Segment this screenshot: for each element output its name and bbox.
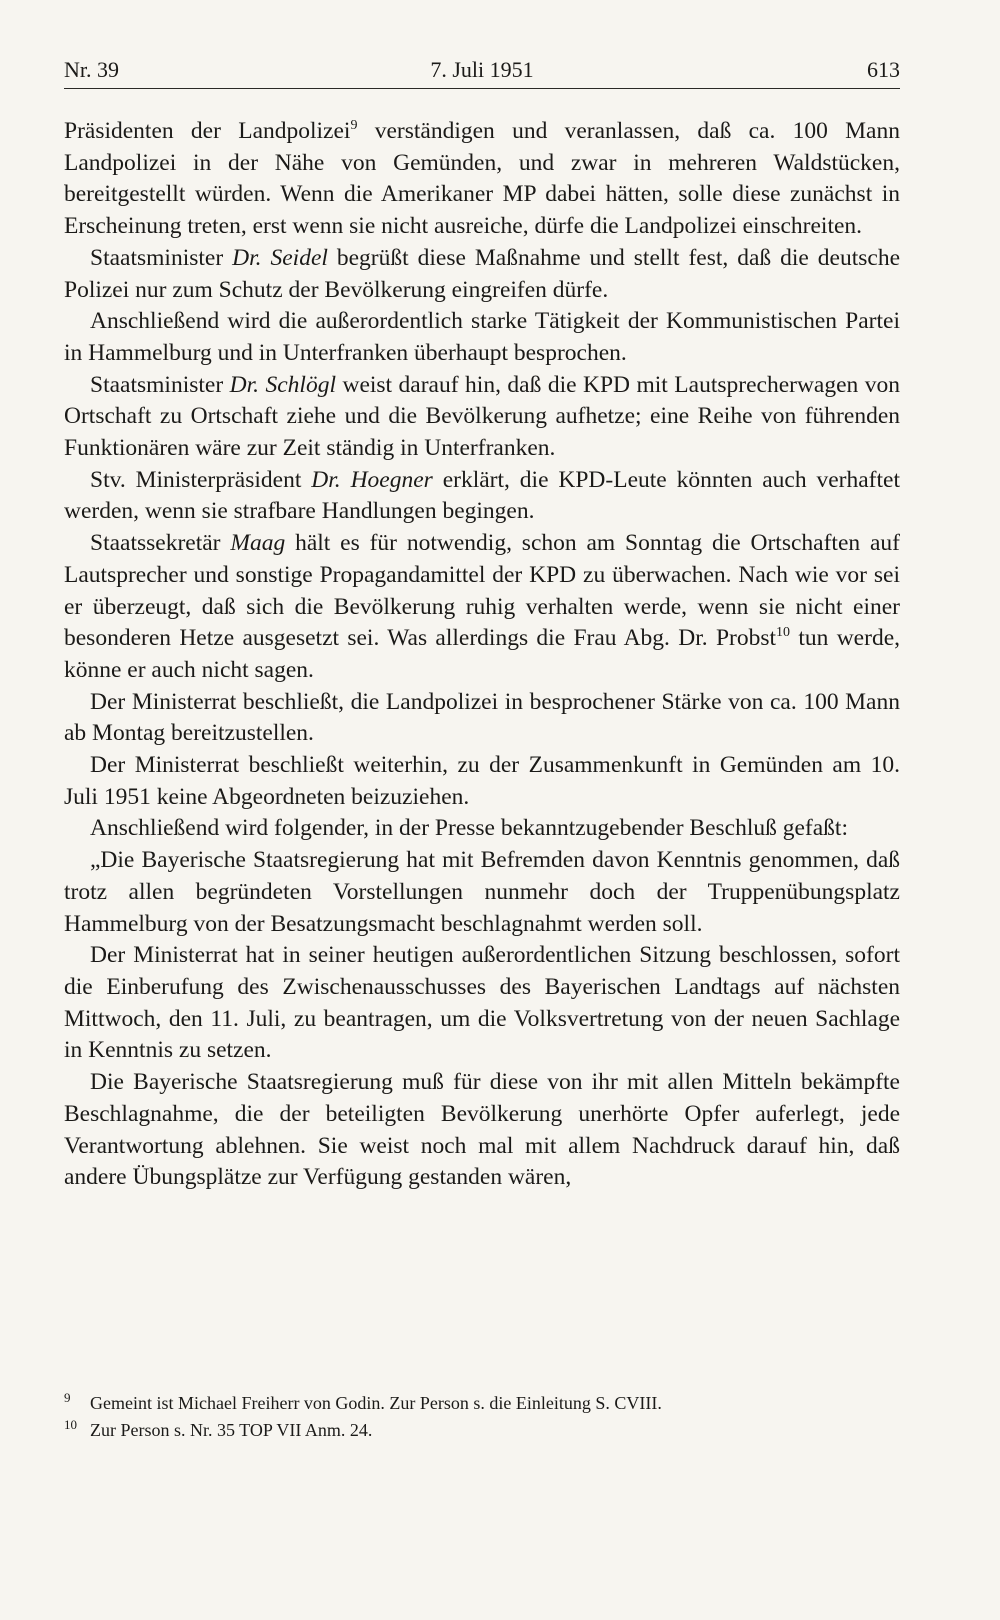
footnote-ref: 10 [776,625,791,641]
paragraph: Die Bayerische Staatsregierung muß für diese von ihr mit allen Mitteln bekämpfte Beschlagnahme, die der beteiligten Bevölkerung unerhörte Opfer auferlegt, jede Verantwortung ablehnen. Sie weist noch mal mit allem Nachdruck darauf hin, daß andere Übungsplätze zur Verfügung gestanden wären, [64,1069,900,1191]
footnote [64,1390,900,1417]
footnote-text: Gemeint ist Michael Freiherr von Godin. Zur Person s. die Einleitung S. CVIII. [90,1393,662,1413]
paragraph: Anschließend wird die außerordentlich starke Tätigkeit der Kommunistischen Partei in Hammelburg und in Unterfranken überhaupt besprochen. [64,308,900,366]
paragraph: Staatssekretär Maag hält es für notwendig, schon am Sonntag die Ortschaften auf Lautsprecher und sonstige Propagandamittel der KPD zu überwachen. Nach wie vor sei er überzeugt, daß sich die Bevölkerung ruhig verhalten werde, wenn sie nicht einer besonderen Hetze ausgesetzt sei. Was allerdings die Frau Abg. Dr. Probst$^{10}$ tun werde, könne er auch nicht sagen. [64,530,900,683]
speaker-name: Maag [230,530,286,557]
paragraph: Der Ministerrat beschließt weiterhin, zu der Zusammenkunft in Gemünden am 10. Juli 1951 keine Abgeordneten beizuziehen. [64,752,900,810]
footnote-mark: 10 [64,1417,77,1432]
speaker-name: Dr. Seidel [232,244,328,271]
paragraph: Der Ministerrat hat in seiner heutigen außerordentlichen Sitzung beschlossen, sofort die Einberufung des Zwischenausschusses des Bayerischen Landtags auf nächsten Mittwoch, den 11. Juli, zu beantragen, um die Volksvertretung von der neuen Sachlage in Kenntnis zu setzen. [64,942,900,1064]
footnote-text: Zur Person s. Nr. 35 TOP VII Anm. 24. [90,1420,373,1440]
speaker-name: Dr. Schlögl [229,371,336,398]
speaker-name: Dr. Hoegner [311,466,433,493]
running-header [64,52,900,89]
paragraph: Der Ministerrat beschließt, die Landpolizei in besprochener Stärke von ca. 100 Mann ab Montag bereitzustellen. [64,688,900,747]
paragraph: Stv. Ministerpräsident Dr. Hoegner erklärt, die KPD-Leute könnten auch verhaftet werden, wenn sie strafbare Handlungen begingen. [64,466,900,525]
page-number: 613 [867,57,900,82]
paragraph: „Die Bayerische Staatsregierung hat mit Befremden davon Kenntnis genommen, daß trotz allen begründeten Vorstellungen nunmehr doch der Truppenübungsplatz Hammelburg von der Besatzungsmacht beschlagnahmt werden soll. [64,847,900,937]
footnote-mark: 9 [64,1390,71,1405]
footnote [64,1417,900,1444]
footnotes [64,1390,900,1444]
paragraph: Anschließend wird folgender, in der Presse bekanntzugebender Beschluß gefaßt: [90,815,848,842]
body-text [64,116,900,1194]
paragraph: Staatsminister Dr. Schlögl weist darauf hin, daß die KPD mit Lautsprecherwagen von Ortschaft zu Ortschaft ziehe und die Bevölkerung aufhetze; eine Reihe von führenden Funktionären wäre zur Zeit ständig in Unterfranken. [64,371,901,462]
paragraph: Präsidenten der Landpolizei$^9$ verständigen und veranlassen, daß ca. 100 Mann Landpolizei in der Nähe von Gemünden, und zwar in mehreren Waldstücken, bereitgestellt würden. Wenn die Amerikaner MP dabei hätten, solle diese zunächst in Erscheinung treten, erst wenn sie nicht ausreiche, dürfe die Landpolizei einschreiten. [64,118,900,240]
footnote-ref: 9 [350,118,358,133]
document-number: Nr. 39 [64,57,119,82]
header-date: 7. Juli 1951 [430,57,534,82]
paragraph: Staatsminister Dr. Seidel begrüßt diese Maßnahme und stellt fest, daß die deutsche Polizei nur zum Schutz der Bevölkerung eingreifen dürfe. [64,244,901,303]
